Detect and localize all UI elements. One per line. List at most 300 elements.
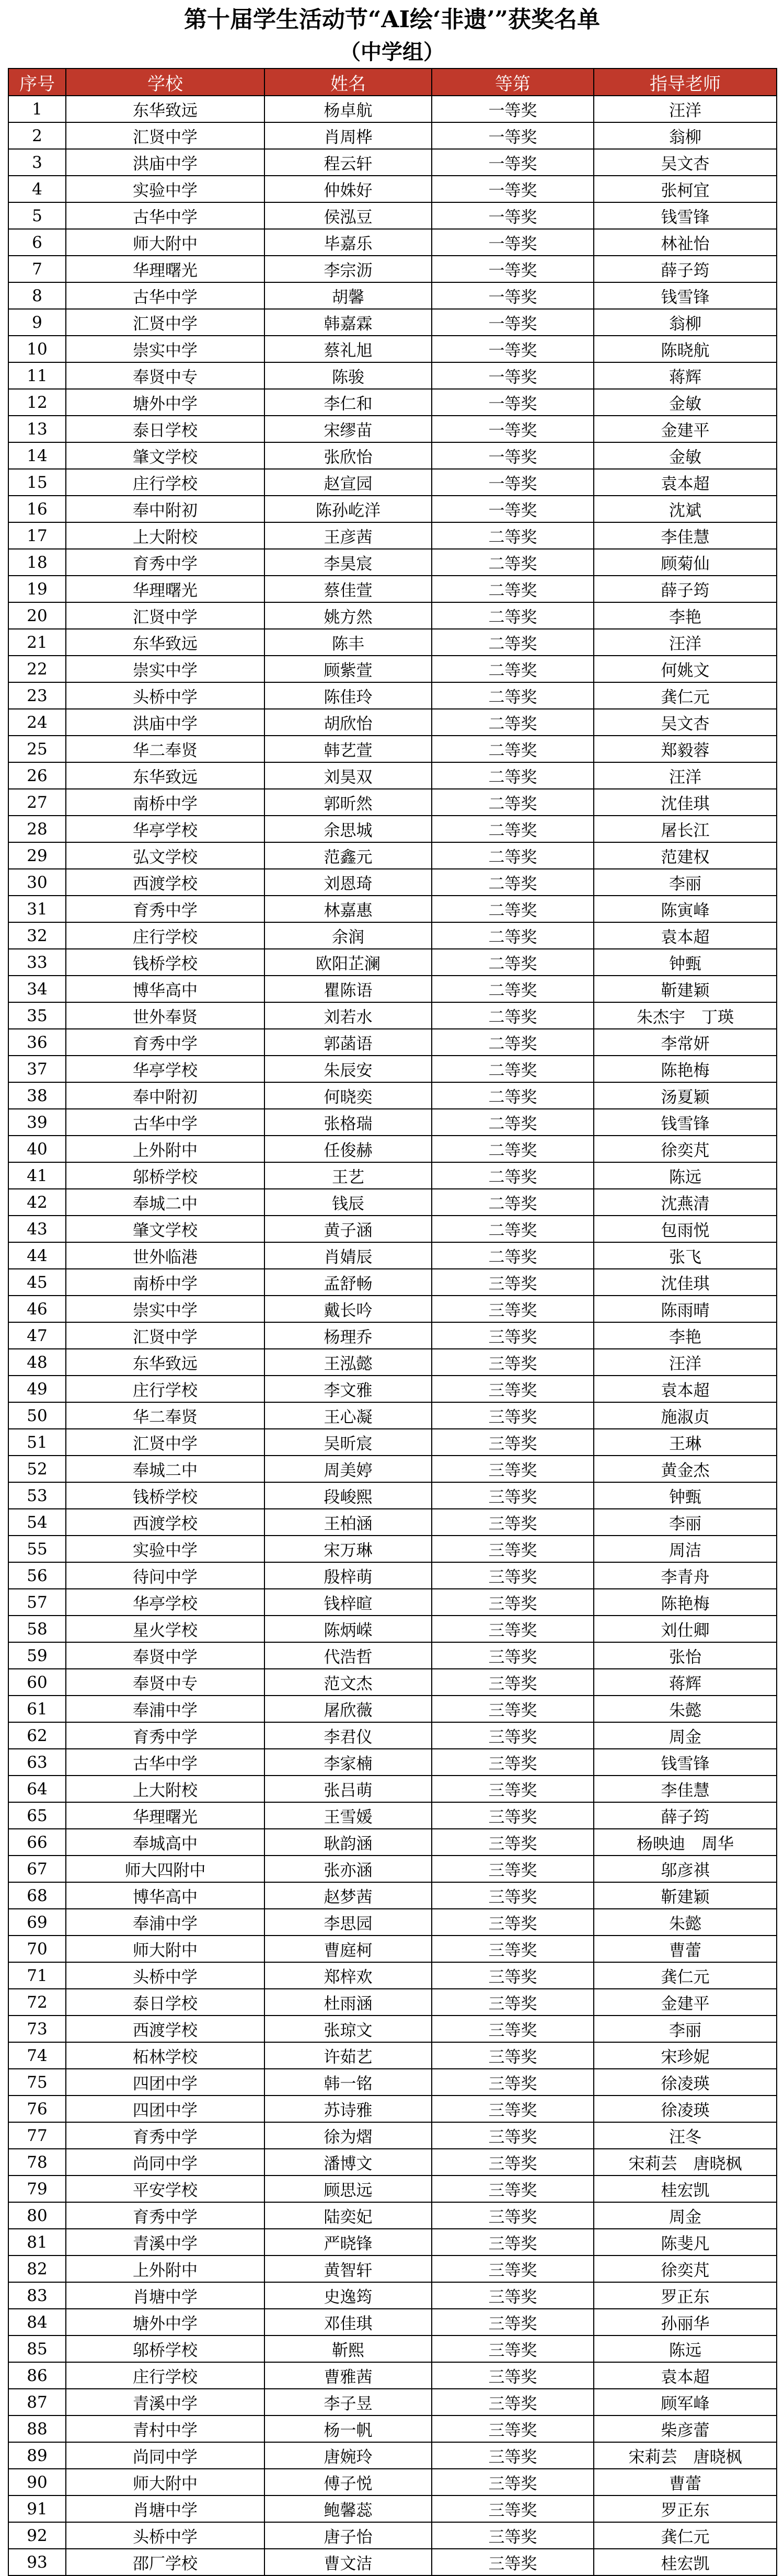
table-row	[8, 1109, 777, 1136]
header-name: 姓名	[264, 68, 432, 96]
cell-award: 一等奖	[432, 442, 594, 469]
table-row	[8, 2469, 777, 2495]
cell-index: 19	[8, 576, 66, 602]
cell-teacher: 桂宏凯	[594, 2176, 777, 2202]
cell-award: 二等奖	[432, 949, 594, 976]
cell-name: 肖周桦	[264, 122, 432, 149]
cell-name: 刘恩琦	[264, 869, 432, 896]
cell-name: 戴长吟	[264, 1296, 432, 1322]
cell-award: 二等奖	[432, 1216, 594, 1242]
table-row	[8, 1882, 777, 1909]
cell-name: 严晓锋	[264, 2229, 432, 2256]
table-row	[8, 2256, 777, 2282]
cell-award: 三等奖	[432, 2256, 594, 2282]
table-row	[8, 2442, 777, 2469]
cell-award: 三等奖	[432, 1802, 594, 1829]
table-row	[8, 629, 777, 656]
cell-teacher: 陈远	[594, 2335, 777, 2362]
cell-name: 唐子怡	[264, 2522, 432, 2549]
cell-name: 陈丰	[264, 629, 432, 656]
header-school: 学校	[66, 68, 264, 96]
table-row	[8, 282, 777, 309]
table-row	[8, 1802, 777, 1829]
cell-teacher: 袁本超	[594, 2362, 777, 2389]
table-row	[8, 1936, 777, 1962]
table-row	[8, 336, 777, 362]
table-row	[8, 1829, 777, 1856]
cell-school: 世外奉贤	[66, 1002, 264, 1029]
cell-name: 杨一帆	[264, 2415, 432, 2442]
cell-award: 三等奖	[432, 1642, 594, 1669]
cell-school: 青溪中学	[66, 2389, 264, 2415]
cell-name: 毕嘉乐	[264, 229, 432, 256]
cell-name: 钱梓暄	[264, 1589, 432, 1616]
cell-school: 待问中学	[66, 1562, 264, 1589]
cell-teacher: 陈艳梅	[594, 1589, 777, 1616]
cell-name: 郭菡语	[264, 1029, 432, 1056]
cell-award: 三等奖	[432, 1856, 594, 1882]
cell-school: 东华致远	[66, 1349, 264, 1376]
cell-school: 泰日学校	[66, 1989, 264, 2016]
cell-name: 赵宣园	[264, 469, 432, 496]
cell-index: 39	[8, 1109, 66, 1136]
cell-index: 64	[8, 1776, 66, 1802]
cell-award: 二等奖	[432, 896, 594, 922]
cell-teacher: 桂宏凯	[594, 2549, 777, 2575]
cell-teacher: 宋莉芸 唐晓枫	[594, 2442, 777, 2469]
cell-teacher: 陈寅峰	[594, 896, 777, 922]
cell-school: 奉贤中专	[66, 1669, 264, 1696]
table-row	[8, 149, 777, 176]
cell-school: 尚同中学	[66, 2442, 264, 2469]
cell-school: 实验中学	[66, 1536, 264, 1562]
cell-school: 西渡学校	[66, 2016, 264, 2042]
cell-index: 25	[8, 736, 66, 762]
cell-index: 66	[8, 1829, 66, 1856]
cell-index: 72	[8, 1989, 66, 2016]
table-row	[8, 1562, 777, 1589]
cell-name: 王雪媛	[264, 1802, 432, 1829]
cell-index: 17	[8, 522, 66, 549]
cell-teacher: 周金	[594, 2202, 777, 2229]
cell-school: 肖塘中学	[66, 2282, 264, 2309]
cell-index: 34	[8, 976, 66, 1002]
cell-school: 博华高中	[66, 1882, 264, 1909]
cell-school: 华理曙光	[66, 576, 264, 602]
cell-school: 奉贤中学	[66, 1642, 264, 1669]
cell-name: 顾紫萱	[264, 656, 432, 682]
cell-school: 东华致远	[66, 96, 264, 122]
cell-index: 52	[8, 1456, 66, 1482]
cell-name: 周美婷	[264, 1456, 432, 1482]
cell-index: 1	[8, 96, 66, 122]
cell-school: 育秀中学	[66, 2202, 264, 2229]
cell-school: 庄行学校	[66, 922, 264, 949]
cell-index: 28	[8, 816, 66, 842]
cell-index: 75	[8, 2069, 66, 2096]
cell-index: 56	[8, 1562, 66, 1589]
cell-school: 庄行学校	[66, 1376, 264, 1402]
cell-name: 郑梓欢	[264, 1962, 432, 1989]
cell-award: 二等奖	[432, 1242, 594, 1269]
cell-name: 陈孙屹洋	[264, 496, 432, 522]
cell-teacher: 刘仕卿	[594, 1616, 777, 1642]
cell-award: 一等奖	[432, 202, 594, 229]
cell-teacher: 黄金杰	[594, 1456, 777, 1482]
cell-school: 邬桥学校	[66, 2335, 264, 2362]
cell-award: 二等奖	[432, 709, 594, 736]
cell-award: 三等奖	[432, 2202, 594, 2229]
cell-school: 实验中学	[66, 176, 264, 202]
cell-index: 83	[8, 2282, 66, 2309]
cell-index: 69	[8, 1909, 66, 1936]
cell-award: 一等奖	[432, 336, 594, 362]
cell-name: 靳熙	[264, 2335, 432, 2362]
cell-award: 三等奖	[432, 2309, 594, 2335]
cell-school: 华亭学校	[66, 1056, 264, 1082]
table-row	[8, 2362, 777, 2389]
cell-name: 曹雅茜	[264, 2362, 432, 2389]
table-header	[8, 68, 777, 96]
cell-name: 李思园	[264, 1909, 432, 1936]
cell-teacher: 薛子筠	[594, 576, 777, 602]
table-row	[8, 96, 777, 122]
cell-teacher: 汪洋	[594, 629, 777, 656]
cell-award: 三等奖	[432, 2415, 594, 2442]
cell-name: 胡欣怡	[264, 709, 432, 736]
cell-school: 头桥中学	[66, 1962, 264, 1989]
cell-index: 11	[8, 362, 66, 389]
cell-index: 57	[8, 1589, 66, 1616]
cell-teacher: 朱杰宇 丁瑛	[594, 1002, 777, 1029]
cell-index: 58	[8, 1616, 66, 1642]
cell-teacher: 陈远	[594, 1162, 777, 1189]
cell-teacher: 宋莉芸 唐晓枫	[594, 2149, 777, 2176]
cell-school: 师大四附中	[66, 1856, 264, 1882]
cell-school: 奉城高中	[66, 1829, 264, 1856]
cell-index: 21	[8, 629, 66, 656]
cell-award: 一等奖	[432, 469, 594, 496]
cell-teacher: 吴文杏	[594, 709, 777, 736]
cell-index: 89	[8, 2442, 66, 2469]
cell-teacher: 薛子筠	[594, 1802, 777, 1829]
table-row	[8, 2229, 777, 2256]
cell-index: 61	[8, 1696, 66, 1722]
cell-teacher: 周洁	[594, 1536, 777, 1562]
cell-teacher: 汪洋	[594, 762, 777, 789]
table-row	[8, 2042, 777, 2069]
cell-name: 陆奕妃	[264, 2202, 432, 2229]
cell-teacher: 金建平	[594, 416, 777, 442]
cell-teacher: 袁本超	[594, 922, 777, 949]
cell-teacher: 徐凌瑛	[594, 2069, 777, 2096]
cell-award: 二等奖	[432, 1029, 594, 1056]
table-row	[8, 1909, 777, 1936]
table-row	[8, 1669, 777, 1696]
table-row	[8, 522, 777, 549]
table-row	[8, 1296, 777, 1322]
cell-name: 吴昕宸	[264, 1429, 432, 1456]
cell-index: 50	[8, 1402, 66, 1429]
table-row	[8, 2282, 777, 2309]
cell-teacher: 罗正东	[594, 2282, 777, 2309]
cell-name: 傅子悦	[264, 2469, 432, 2495]
cell-school: 洪庙中学	[66, 709, 264, 736]
cell-school: 上外附中	[66, 1136, 264, 1162]
cell-school: 肇文学校	[66, 1216, 264, 1242]
cell-teacher: 汪冬	[594, 2122, 777, 2149]
cell-name: 张格瑞	[264, 1109, 432, 1136]
cell-index: 3	[8, 149, 66, 176]
cell-school: 奉浦中学	[66, 1909, 264, 1936]
table-row	[8, 922, 777, 949]
cell-award: 三等奖	[432, 1589, 594, 1616]
cell-school: 奉中附初	[66, 496, 264, 522]
cell-index: 73	[8, 2016, 66, 2042]
cell-name: 苏诗雅	[264, 2096, 432, 2122]
table-row	[8, 789, 777, 816]
cell-index: 43	[8, 1216, 66, 1242]
cell-school: 西渡学校	[66, 869, 264, 896]
cell-teacher: 蒋辉	[594, 362, 777, 389]
cell-award: 一等奖	[432, 149, 594, 176]
cell-teacher: 施淑贞	[594, 1402, 777, 1429]
cell-award: 三等奖	[432, 2122, 594, 2149]
cell-index: 86	[8, 2362, 66, 2389]
cell-index: 46	[8, 1296, 66, 1322]
cell-award: 二等奖	[432, 576, 594, 602]
cell-school: 头桥中学	[66, 2522, 264, 2549]
cell-index: 54	[8, 1509, 66, 1536]
table-body	[8, 96, 777, 2575]
cell-teacher: 李佳慧	[594, 522, 777, 549]
cell-teacher: 范建权	[594, 842, 777, 869]
table-row	[8, 1749, 777, 1776]
cell-index: 38	[8, 1082, 66, 1109]
table-row	[8, 229, 777, 256]
cell-index: 32	[8, 922, 66, 949]
cell-teacher: 金敏	[594, 389, 777, 416]
cell-award: 一等奖	[432, 229, 594, 256]
cell-school: 育秀中学	[66, 1722, 264, 1749]
cell-teacher: 金敏	[594, 442, 777, 469]
cell-teacher: 曹蕾	[594, 2469, 777, 2495]
cell-index: 35	[8, 1002, 66, 1029]
cell-teacher: 李青舟	[594, 1562, 777, 1589]
cell-award: 二等奖	[432, 1082, 594, 1109]
cell-award: 二等奖	[432, 1109, 594, 1136]
cell-school: 西渡学校	[66, 1509, 264, 1536]
cell-index: 80	[8, 2202, 66, 2229]
cell-index: 51	[8, 1429, 66, 1456]
cell-teacher: 钱雪锋	[594, 202, 777, 229]
cell-award: 三等奖	[432, 2176, 594, 2202]
cell-school: 华二奉贤	[66, 1402, 264, 1429]
table-row	[8, 122, 777, 149]
cell-index: 70	[8, 1936, 66, 1962]
cell-index: 4	[8, 176, 66, 202]
cell-index: 37	[8, 1056, 66, 1082]
cell-name: 张欣怡	[264, 442, 432, 469]
cell-teacher: 陈晓航	[594, 336, 777, 362]
table-row	[8, 256, 777, 282]
cell-name: 张亦涵	[264, 1856, 432, 1882]
header-index: 序号	[8, 68, 66, 96]
cell-school: 华理曙光	[66, 256, 264, 282]
cell-school: 邵厂学校	[66, 2549, 264, 2575]
cell-school: 古华中学	[66, 202, 264, 229]
cell-school: 上大附校	[66, 522, 264, 549]
cell-index: 36	[8, 1029, 66, 1056]
table-row	[8, 2016, 777, 2042]
table-row	[8, 896, 777, 922]
cell-teacher: 蒋辉	[594, 1669, 777, 1696]
cell-index: 6	[8, 229, 66, 256]
cell-school: 庄行学校	[66, 469, 264, 496]
cell-school: 育秀中学	[66, 1029, 264, 1056]
cell-teacher: 包雨悦	[594, 1216, 777, 1242]
cell-index: 71	[8, 1962, 66, 1989]
table-row	[8, 1989, 777, 2016]
cell-award: 二等奖	[432, 1056, 594, 1082]
cell-index: 59	[8, 1642, 66, 1669]
cell-teacher: 沈佳琪	[594, 789, 777, 816]
cell-index: 53	[8, 1482, 66, 1509]
table-row	[8, 2096, 777, 2122]
cell-award: 三等奖	[432, 1296, 594, 1322]
table-row	[8, 736, 777, 762]
table-row	[8, 1029, 777, 1056]
cell-index: 78	[8, 2149, 66, 2176]
cell-award: 三等奖	[432, 1322, 594, 1349]
header-teacher: 指导老师	[594, 68, 777, 96]
cell-school: 博华高中	[66, 976, 264, 1002]
cell-teacher: 龚仁元	[594, 682, 777, 709]
cell-school: 奉贤中专	[66, 362, 264, 389]
cell-index: 63	[8, 1749, 66, 1776]
cell-teacher: 龚仁元	[594, 1962, 777, 1989]
cell-school: 古华中学	[66, 1749, 264, 1776]
cell-award: 一等奖	[432, 309, 594, 336]
table-row	[8, 416, 777, 442]
table-row	[8, 1509, 777, 1536]
cell-award: 二等奖	[432, 682, 594, 709]
cell-school: 育秀中学	[66, 2122, 264, 2149]
table-row	[8, 1216, 777, 1242]
cell-teacher: 汤夏颖	[594, 1082, 777, 1109]
cell-award: 二等奖	[432, 522, 594, 549]
cell-name: 杨卓航	[264, 96, 432, 122]
cell-teacher: 汪洋	[594, 96, 777, 122]
table-row	[8, 1402, 777, 1429]
cell-award: 三等奖	[432, 1269, 594, 1296]
cell-award: 二等奖	[432, 842, 594, 869]
cell-index: 82	[8, 2256, 66, 2282]
cell-teacher: 靳建颖	[594, 1882, 777, 1909]
table-row	[8, 1189, 777, 1216]
cell-teacher: 翁柳	[594, 122, 777, 149]
cell-index: 23	[8, 682, 66, 709]
cell-teacher: 孙丽华	[594, 2309, 777, 2335]
cell-teacher: 曹蕾	[594, 1936, 777, 1962]
cell-name: 肖婧辰	[264, 1242, 432, 1269]
cell-teacher: 邬彦祺	[594, 1856, 777, 1882]
cell-index: 87	[8, 2389, 66, 2415]
cell-school: 华二奉贤	[66, 736, 264, 762]
table-row	[8, 1242, 777, 1269]
cell-award: 一等奖	[432, 96, 594, 122]
cell-teacher: 朱懿	[594, 1696, 777, 1722]
cell-school: 肖塘中学	[66, 2495, 264, 2522]
cell-award: 三等奖	[432, 2362, 594, 2389]
cell-award: 三等奖	[432, 1482, 594, 1509]
table-row	[8, 1349, 777, 1376]
table-row	[8, 469, 777, 496]
cell-teacher: 周金	[594, 1722, 777, 1749]
cell-name: 李宗沥	[264, 256, 432, 282]
cell-school: 弘文学校	[66, 842, 264, 869]
cell-name: 韩艺萱	[264, 736, 432, 762]
cell-school: 育秀中学	[66, 549, 264, 576]
award-table	[8, 68, 777, 2576]
cell-school: 崇实中学	[66, 656, 264, 682]
cell-award: 三等奖	[432, 2442, 594, 2469]
cell-school: 上大附校	[66, 1776, 264, 1802]
cell-name: 陈炳嵘	[264, 1616, 432, 1642]
cell-index: 26	[8, 762, 66, 789]
cell-award: 一等奖	[432, 416, 594, 442]
cell-name: 王柏涵	[264, 1509, 432, 1536]
cell-teacher: 靳建颖	[594, 976, 777, 1002]
cell-award: 二等奖	[432, 629, 594, 656]
cell-name: 程云轩	[264, 149, 432, 176]
cell-name: 屠欣薇	[264, 1696, 432, 1722]
cell-school: 塘外中学	[66, 2309, 264, 2335]
table-row	[8, 1456, 777, 1482]
cell-school: 师大附中	[66, 2469, 264, 2495]
cell-school: 汇贤中学	[66, 309, 264, 336]
cell-index: 91	[8, 2495, 66, 2522]
cell-school: 师大附中	[66, 229, 264, 256]
cell-teacher: 徐凌瑛	[594, 2096, 777, 2122]
cell-name: 潘博文	[264, 2149, 432, 2176]
table-row	[8, 389, 777, 416]
cell-index: 8	[8, 282, 66, 309]
cell-school: 奉浦中学	[66, 1696, 264, 1722]
cell-school: 华亭学校	[66, 816, 264, 842]
table-row	[8, 869, 777, 896]
table-row	[8, 1616, 777, 1642]
table-row	[8, 176, 777, 202]
cell-teacher: 李艳	[594, 602, 777, 629]
cell-name: 何晓奕	[264, 1082, 432, 1109]
table-row	[8, 816, 777, 842]
cell-name: 曹文洁	[264, 2549, 432, 2575]
cell-name: 张琼文	[264, 2016, 432, 2042]
cell-school: 师大附中	[66, 1936, 264, 1962]
table-row	[8, 1696, 777, 1722]
cell-school: 奉城二中	[66, 1189, 264, 1216]
cell-school: 汇贤中学	[66, 1322, 264, 1349]
cell-teacher: 钱雪锋	[594, 282, 777, 309]
cell-index: 15	[8, 469, 66, 496]
cell-index: 55	[8, 1536, 66, 1562]
cell-teacher: 沈佳琪	[594, 1269, 777, 1296]
cell-name: 侯泓豆	[264, 202, 432, 229]
cell-award: 二等奖	[432, 869, 594, 896]
cell-name: 瞿陈语	[264, 976, 432, 1002]
cell-school: 奉城二中	[66, 1456, 264, 1482]
